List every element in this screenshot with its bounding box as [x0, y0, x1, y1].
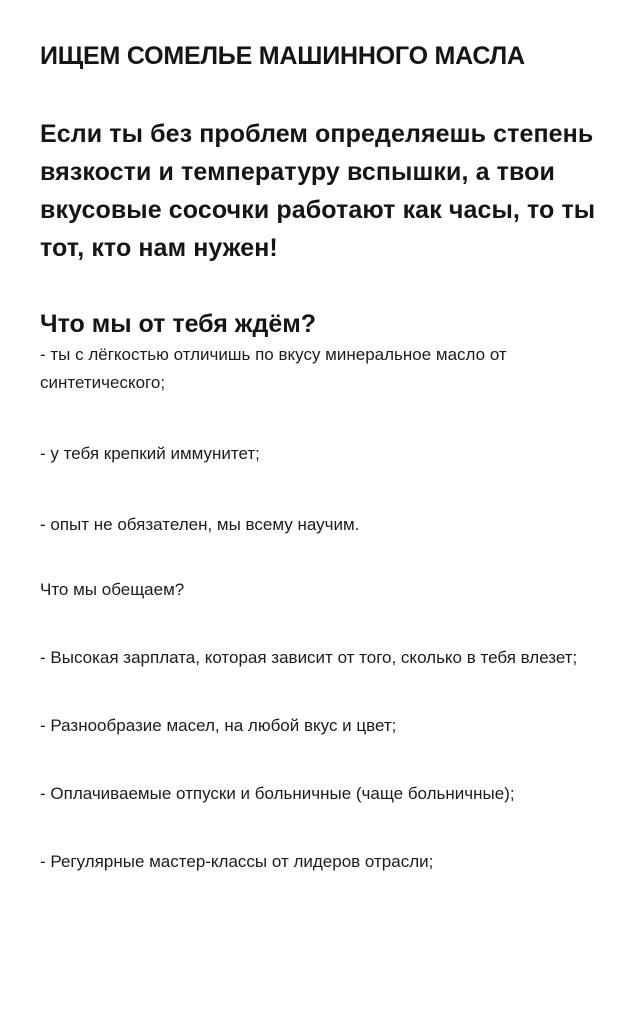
promises-heading: Что мы обещаем?	[40, 580, 185, 599]
list-item: - Регулярные мастер-классы от лидеров отрасли;	[40, 852, 434, 871]
promises-list	[40, 644, 600, 876]
list-item: - Разнообразие масел, на любой вкус и цвет;	[40, 716, 397, 735]
lead-paragraph: Если ты без проблем определяешь степень вязкости и температуру вспышки, а твои вкусовые сосочки работают как часы, то ты тот, кто нам нужен!	[40, 120, 596, 262]
list-item: - Оплачиваемые отпуски и больничные (чаще больничные);	[40, 784, 515, 803]
posting-title: ИЩЕМ СОМЕЛЬЕ МАШИННОГО МАСЛА	[40, 42, 525, 70]
expectations-list	[40, 341, 600, 539]
list-item: - ты с лёгкостью отличишь по вкусу минеральное масло от синтетического;	[40, 345, 507, 392]
list-item: - Высокая зарплата, которая зависит от того, сколько в тебя влезет;	[40, 648, 578, 667]
list-item: - опыт не обязателен, мы всему научим.	[40, 515, 360, 534]
list-item: - у тебя крепкий иммунитет;	[40, 444, 260, 463]
expectations-heading: Что мы от тебя ждём?	[40, 310, 317, 338]
